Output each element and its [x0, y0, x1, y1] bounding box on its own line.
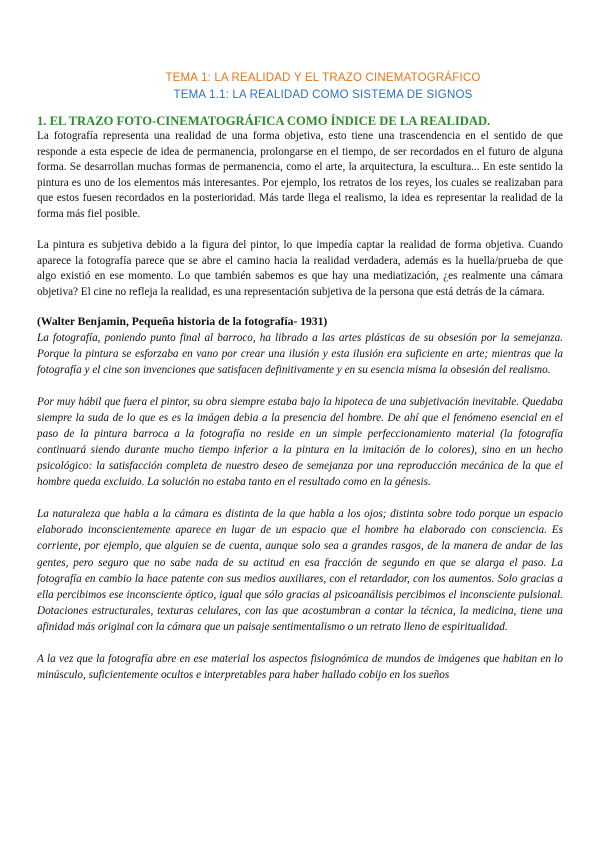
body-paragraph-1: La fotografía representa una realidad de una forma objetiva, esto tiene una trascendencia en el sentido de que responde a esta especie de idea de permanencia, prolongarse en el tiempo, de ser recordados en el futuro de alguna forma. Se desarrollan muchas formas de permanencia, como el arte, la arquitectura, la escultura... En este sentido la pintura es uno de los elementos más interesantes. Por ejemplo, los retratos de los reyes, los cuales se realizaban para que estos fuesen recordados en la posterioridad. Más tarde llega el realismo, la idea es representar la realidad de la forma más fiel posible. [37, 130, 563, 220]
quote-paragraph-4: A la vez que la fotografía abre en ese material los aspectos fisiognómica de mundos de imágenes que habitan en lo minúsculo, suficientemente ocultos e interpretables para haber hallado cobijo en los sueños [37, 652, 563, 681]
document-content [37, 70, 563, 683]
section-title: 1. EL TRAZO FOTO-CINEMATOGRÁFICA COMO ÍNDICE DE LA REALIDAD. [37, 114, 491, 128]
quote-paragraph-3: La naturaleza que habla a la cámara es distinta de la que habla a los ojos; distinta sobre todo porque un espacio elaborado inconscientemente aparece en lugar de un espacio que el hombre ha elaborado con consciencia. Es corriente, por ejemplo, que alguien se de cuenta, aunque solo sea a grandes rasgos, de la manera de andar de las gentes, pero seguro que no sabe nada de su actitud en esa fracción de segundo en que se alarga el paso. La fotografía en cambio la hace patente con sus medios auxiliares, con el retardador, con los aumentos. Solo gracias a ella percibimos ese inconsciente óptico, igual que sólo gracias al psicoanálisis percibimos el inconsciente pulsional. Dotaciones estructurales, texturas celulares, con las que acostumbran a contar la técnica, la medicina, tiene una afinidad más original con la cámara que un paisaje sentimentalismo o un retrato lleno de espiritualidad. [37, 508, 563, 633]
quote-paragraph-1: La fotografía, poniendo punto final al barroco, ha librado a las artes plásticas de su obsesión por la semejanza. Porque la pintura se esforzaba en vano por crear una ilusión y esta ilusión era suficiente en arte; mientras que la fotografía y el cine son invenciones que satisfacen definitivamente y en su esencia misma la obsesión del realismo. [37, 331, 563, 377]
tema-1-1-heading: TEMA 1.1: LA REALIDAD COMO SISTEMA DE SIGNOS [173, 89, 473, 101]
quote-paragraph-2: Por muy hábil que fuera el pintor, su obra siempre estaba bajo la hipoteca de una subjetivación inevitable. Quedaba siempre la suda de lo que es es la imágen debia a la presencia del hombre. De ahí que el fenómeno esencial en el paso de la pintura barroca a la fotografía no reside en un simple perfeccionamiento material (la fotografía continuará siendo durante mucho tiempo inferior a la pintura en la imitación de lo colores), sino en un hecho psicológico: la satisfacción completa de nuestro deseo de semejanza por una reproducción mecánica de la que el hombre queda excluido. La solución no estaba tanto en el resultado como en la génesis. [37, 396, 563, 489]
tema-1-heading: TEMA 1: LA REALIDAD Y EL TRAZO CINEMATOGRÁFICO [165, 72, 481, 84]
body-paragraph-2: La pintura es subjetiva debido a la figura del pintor, lo que impedía captar la realidad de forma objetiva. Cuando aparece la fotografía parece que se abre el camino hacia la realidad verdadera, además es la huella/prueba de que algo existió en ese momento. Lo que también sabemos es que hay una mediatización, ¿es realmente una cámara objetiva? El cine no refleja la realidad, es una representación subjetiva de la persona que está detrás de la cámara. [37, 239, 563, 298]
quote-citation-heading: (Walter Benjamin, Pequeña historia de la fotografía- 1931) [37, 315, 328, 329]
